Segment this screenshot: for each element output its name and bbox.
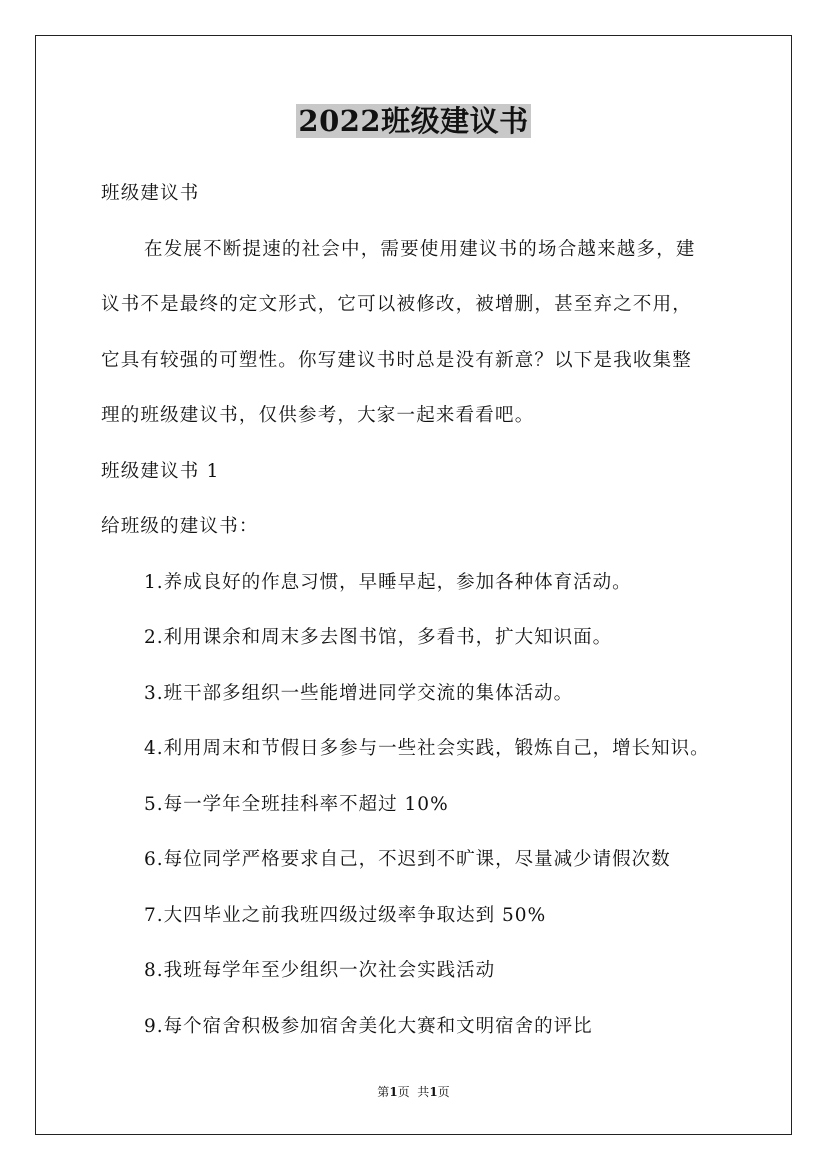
list-item: 5.每一学年全班挂科率不超过 10% <box>144 793 449 815</box>
intro-paragraph-line: 议书不是最终的定文形式，它可以被修改，被增删，甚至弃之不用， <box>101 294 693 315</box>
section-heading: 班级建议书 <box>101 183 200 204</box>
list-item: 7.大四毕业之前我班四级过级率争取达到 50% <box>144 904 547 926</box>
footer-page-mid: 页 共 <box>397 1085 430 1099</box>
document-body <box>101 166 761 1054</box>
document-title-text: 2022班级建议书 <box>298 104 529 138</box>
list-item: 6.每位同学严格要求自己，不迟到不旷课，尽量减少请假次数 <box>144 849 671 870</box>
subsection-heading: 班级建议书 1 <box>101 460 220 482</box>
list-item: 8.我班每学年至少组织一次社会实践活动 <box>144 960 496 981</box>
intro-paragraph-line: 在发展不断提速的社会中，需要使用建议书的场合越来越多，建 <box>144 238 696 260</box>
intro-paragraph-line: 它具有较强的可塑性。你写建议书时总是没有新意？以下是我收集整 <box>101 349 693 371</box>
intro-paragraph-line: 理的班级建议书，仅供参考，大家一起来看看吧。 <box>101 405 535 426</box>
recipient-line: 给班级的建议书： <box>101 516 259 537</box>
list-item: 9.每个宿舍积极参加宿舍美化大赛和文明宿舍的评比 <box>144 1015 593 1037</box>
list-item: 2.利用课余和周末多去图书馆，多看书，扩大知识面。 <box>144 627 613 648</box>
list-item: 3.班干部多组织一些能增进同学交流的集体活动。 <box>144 682 574 704</box>
footer-page-suffix: 页 <box>437 1085 450 1099</box>
list-item: 4.利用周末和节假日多参与一些社会实践，锻炼自己，增长知识。 <box>144 738 710 759</box>
footer-page-total: 1 <box>429 1085 438 1099</box>
page-footer <box>0 1083 827 1100</box>
footer-page-number: 1 <box>389 1085 398 1099</box>
list-item: 1.养成良好的作息习惯，早睡早起，参加各种体育活动。 <box>144 571 632 593</box>
document-title <box>0 100 827 142</box>
footer-page-prefix: 第 <box>377 1085 390 1099</box>
